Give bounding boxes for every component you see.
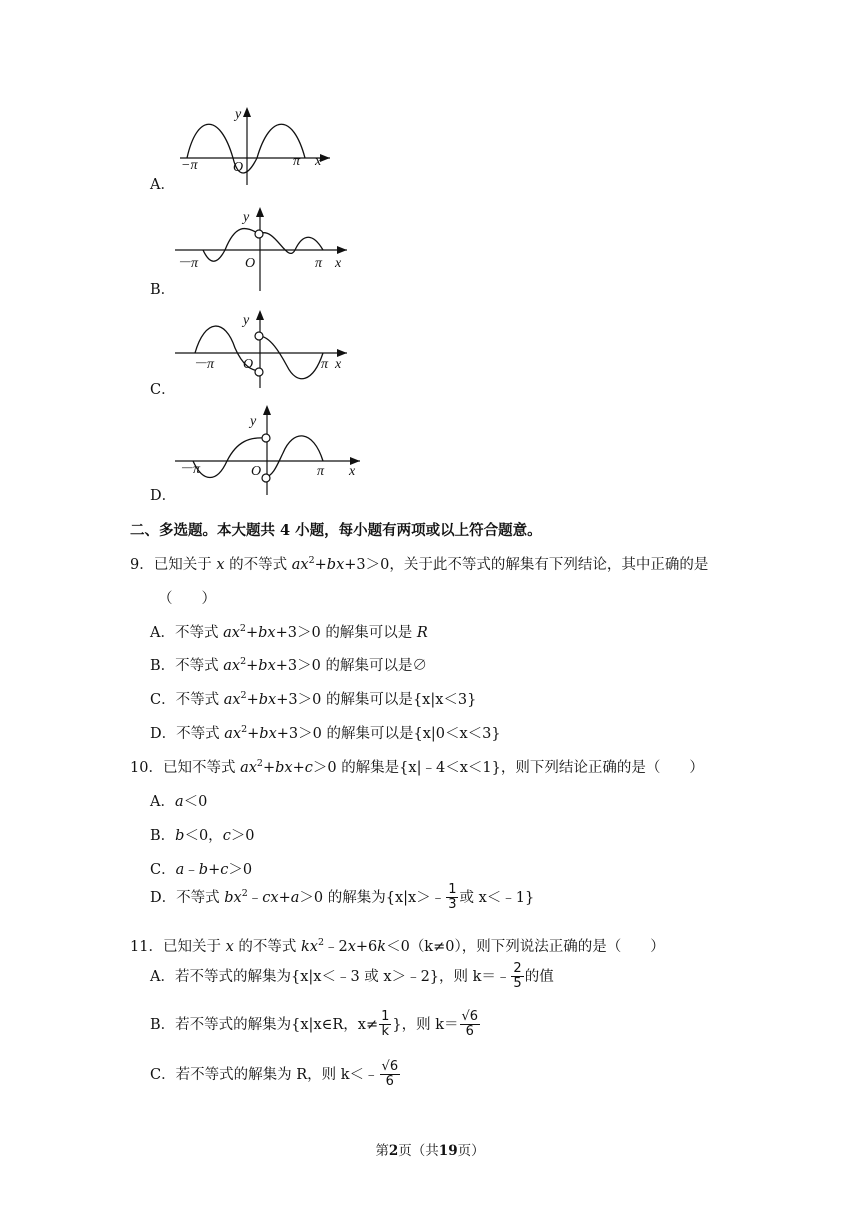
q11-b-mid: }，则 k＝ — [392, 1016, 459, 1033]
graph-b-pi: π — [315, 256, 323, 271]
graph-c-x-label: x — [335, 357, 342, 372]
option-c-letter: C． — [150, 382, 176, 398]
q9-stem-c: ，关于此不等式的解集有下列结论，其中正确的是 — [389, 557, 709, 573]
q9-option-c: C．不等式 $ax^2+bx+3>0$ 的解集可以是{x|x＜3} — [150, 690, 477, 708]
graph-d-svg — [175, 403, 365, 495]
q9-stem-b: 的不等式 — [229, 557, 288, 573]
option-a-letter: A． — [150, 177, 175, 193]
q11-stem-b: 的不等式 — [238, 939, 297, 955]
q10-a-letter: A． — [150, 794, 175, 810]
q9-number: 9． — [130, 557, 154, 573]
q9-option-a: A．不等式 $ax^2+bx+3>0$ 的解集可以是 R — [150, 623, 428, 641]
q10-number: 10． — [130, 760, 163, 776]
q9-option-b: B．不等式 $ax^2+bx+3>0$ 的解集可以是∅ — [150, 656, 427, 674]
q11-a-frac-num: 2 — [513, 961, 522, 976]
q11-a-fraction — [511, 962, 523, 992]
q10-d-frac-num: 1 — [448, 882, 457, 897]
graph-d-y-label: y — [250, 414, 257, 429]
q9-a-mid: 的解集可以是 — [325, 625, 413, 641]
graph-option-c — [175, 308, 355, 388]
q11-b-fraction-2 — [460, 1010, 481, 1040]
q10-option-a: A．a＜0 — [150, 794, 208, 810]
graph-option-a — [175, 103, 345, 185]
q11-b-frac1-den: k — [381, 1024, 390, 1040]
q9-b-mid: 的解集可以是 — [325, 658, 413, 674]
q10-stem-a: 已知不等式 — [162, 760, 236, 776]
q11-c-frac-num: √6 — [381, 1059, 399, 1074]
q10-d-end: 或 x＜﹣1} — [459, 889, 535, 906]
graph-d-origin: O — [251, 464, 262, 479]
graph-a-neg-pi: −π — [181, 158, 198, 173]
q9-a-letter: A． — [150, 625, 175, 641]
graph-option-d — [175, 403, 365, 495]
q11-b-frac1-num: 1 — [381, 1009, 390, 1024]
q11-c-letter: C． — [150, 1066, 176, 1083]
q9-d-prefix: 不等式 — [176, 726, 220, 742]
option-d-letter: D． — [150, 488, 177, 504]
q9-b-suffix: ∅ — [412, 658, 427, 674]
q10-d-fraction — [446, 883, 458, 913]
q10-option-d: D．不等式 $bx^2﹣cx+a>0$ 的解集为{x|x＞﹣ $\frac{1}{3}$ 或 x＜﹣1} — [150, 882, 535, 913]
page-footer — [0, 1139, 860, 1159]
graph-d-pi: π — [317, 464, 325, 479]
q11-stem-c: （k≠0），则下列说法正确的是（ ） — [409, 939, 665, 955]
graph-b-svg — [175, 205, 355, 291]
q9-d-mid: 的解集可以是 — [326, 726, 414, 742]
q11-c-frac-den: 6 — [385, 1074, 394, 1090]
graph-d-x-label: x — [349, 464, 356, 479]
q9-a-suffix: R — [416, 625, 428, 641]
q11-a-text: 若不等式的解集为{x|x＜﹣3 或 x＞﹣2}，则 k＝﹣ — [174, 968, 511, 985]
graph-c-neg-pi: －π — [193, 357, 215, 372]
section-title: 二、多选题。本大题共 4 小题，每小题有两项或以上符合题意。 — [130, 522, 542, 539]
footer-mid: 页（共 — [398, 1143, 439, 1159]
q9-d-suffix: {x|0＜x＜3} — [413, 726, 501, 742]
graph-c-svg — [175, 308, 355, 388]
option-b-letter: B． — [150, 282, 176, 298]
q9-c-letter: C． — [150, 692, 176, 708]
q11-a-letter: A． — [150, 968, 175, 985]
q9-stem-a: 已知关于 — [153, 557, 212, 573]
footer-total-pages: 19 — [438, 1143, 458, 1159]
graph-b-neg-pi: －π — [177, 256, 199, 271]
graph-a-pi: π — [293, 154, 301, 169]
q10-d-frac-den: 3 — [448, 897, 457, 913]
q9-d-letter: D． — [150, 726, 177, 742]
q9-b-prefix: 不等式 — [175, 658, 219, 674]
q9-c-prefix: 不等式 — [175, 692, 220, 708]
q9-b-letter: B． — [150, 658, 176, 674]
q11-option-c — [150, 1060, 401, 1090]
q10-d-letter: D． — [150, 889, 177, 906]
graph-c-y-label: y — [243, 313, 250, 328]
q10-b-letter: B． — [150, 828, 176, 844]
q10-option-c: C．a﹣b+c＞0 — [150, 862, 253, 878]
q9-paren: （ ） — [158, 591, 216, 607]
q10-stem-b: 的解集是{x|﹣4＜x＜1}，则下列结论正确的是（ ） — [341, 760, 704, 776]
q11-b-letter: B． — [150, 1016, 176, 1033]
q9-stem: 9．已知关于 x 的不等式 $ax^2+bx+3>0$，关于此不等式的解集有下列结论，其中正确的是 — [130, 555, 709, 573]
q11-b-text: 若不等式的解集为{x|x∈R，x≠ — [175, 1016, 379, 1033]
q11-a-end: 的值 — [524, 968, 554, 985]
footer-pre: 第 — [375, 1143, 389, 1159]
q11-c-fraction — [380, 1060, 401, 1090]
q11-b-fraction-1 — [379, 1010, 391, 1040]
graph-option-b — [175, 205, 355, 291]
q11-b-frac2-num: √6 — [461, 1009, 479, 1024]
q11-a-frac-den: 5 — [513, 976, 522, 992]
graph-c-pi: π — [321, 357, 329, 372]
graph-d-neg-pi: －π — [179, 462, 201, 477]
q9-option-d: D．不等式 $ax^2+bx+3>0$ 的解集可以是{x|0＜x＜3} — [150, 724, 501, 742]
q10-stem: 10．已知不等式 $ax^2+bx+c>0$ 的解集是{x|﹣4＜x＜1}，则下列结论正确的是（ ） — [130, 758, 704, 776]
graph-a-x-label: x — [315, 154, 322, 169]
q10-d-prefix: 不等式 — [176, 889, 220, 906]
graph-b-origin: O — [245, 256, 256, 271]
q11-stem: 11．已知关于 x 的不等式 $kx^2﹣2x+6k<0(k\ne 0)$，则下列说法正确的是（ ） — [130, 937, 665, 955]
q11-c-text: 若不等式的解集为 R，则 k＜﹣ — [175, 1066, 379, 1083]
graph-a-y-label: y — [235, 107, 242, 122]
footer-page-number: 2 — [388, 1143, 399, 1159]
graph-b-y-label: y — [243, 210, 250, 225]
q10-option-b: B．b＜0，c＞0 — [150, 828, 255, 844]
graph-b-x-label: x — [335, 256, 342, 271]
q11-stem-a: 已知关于 — [162, 939, 221, 955]
q11-option-a — [150, 962, 554, 992]
q11-b-frac2-den: 6 — [465, 1024, 474, 1040]
footer-post: 页） — [457, 1143, 485, 1159]
q10-c-letter: C． — [150, 862, 176, 878]
q11-option-b — [150, 1010, 481, 1040]
graph-a-origin: O — [233, 160, 244, 175]
q11-number: 11． — [130, 939, 163, 955]
graph-c-origin: O — [243, 357, 254, 372]
q9-c-mid: 的解集可以是 — [325, 692, 413, 708]
graph-a-svg — [175, 103, 345, 185]
q10-d-mid: 的解集为{x|x＞﹣ — [327, 889, 446, 906]
q9-c-suffix: {x|x＜3} — [412, 692, 477, 708]
q9-a-prefix: 不等式 — [174, 625, 219, 641]
